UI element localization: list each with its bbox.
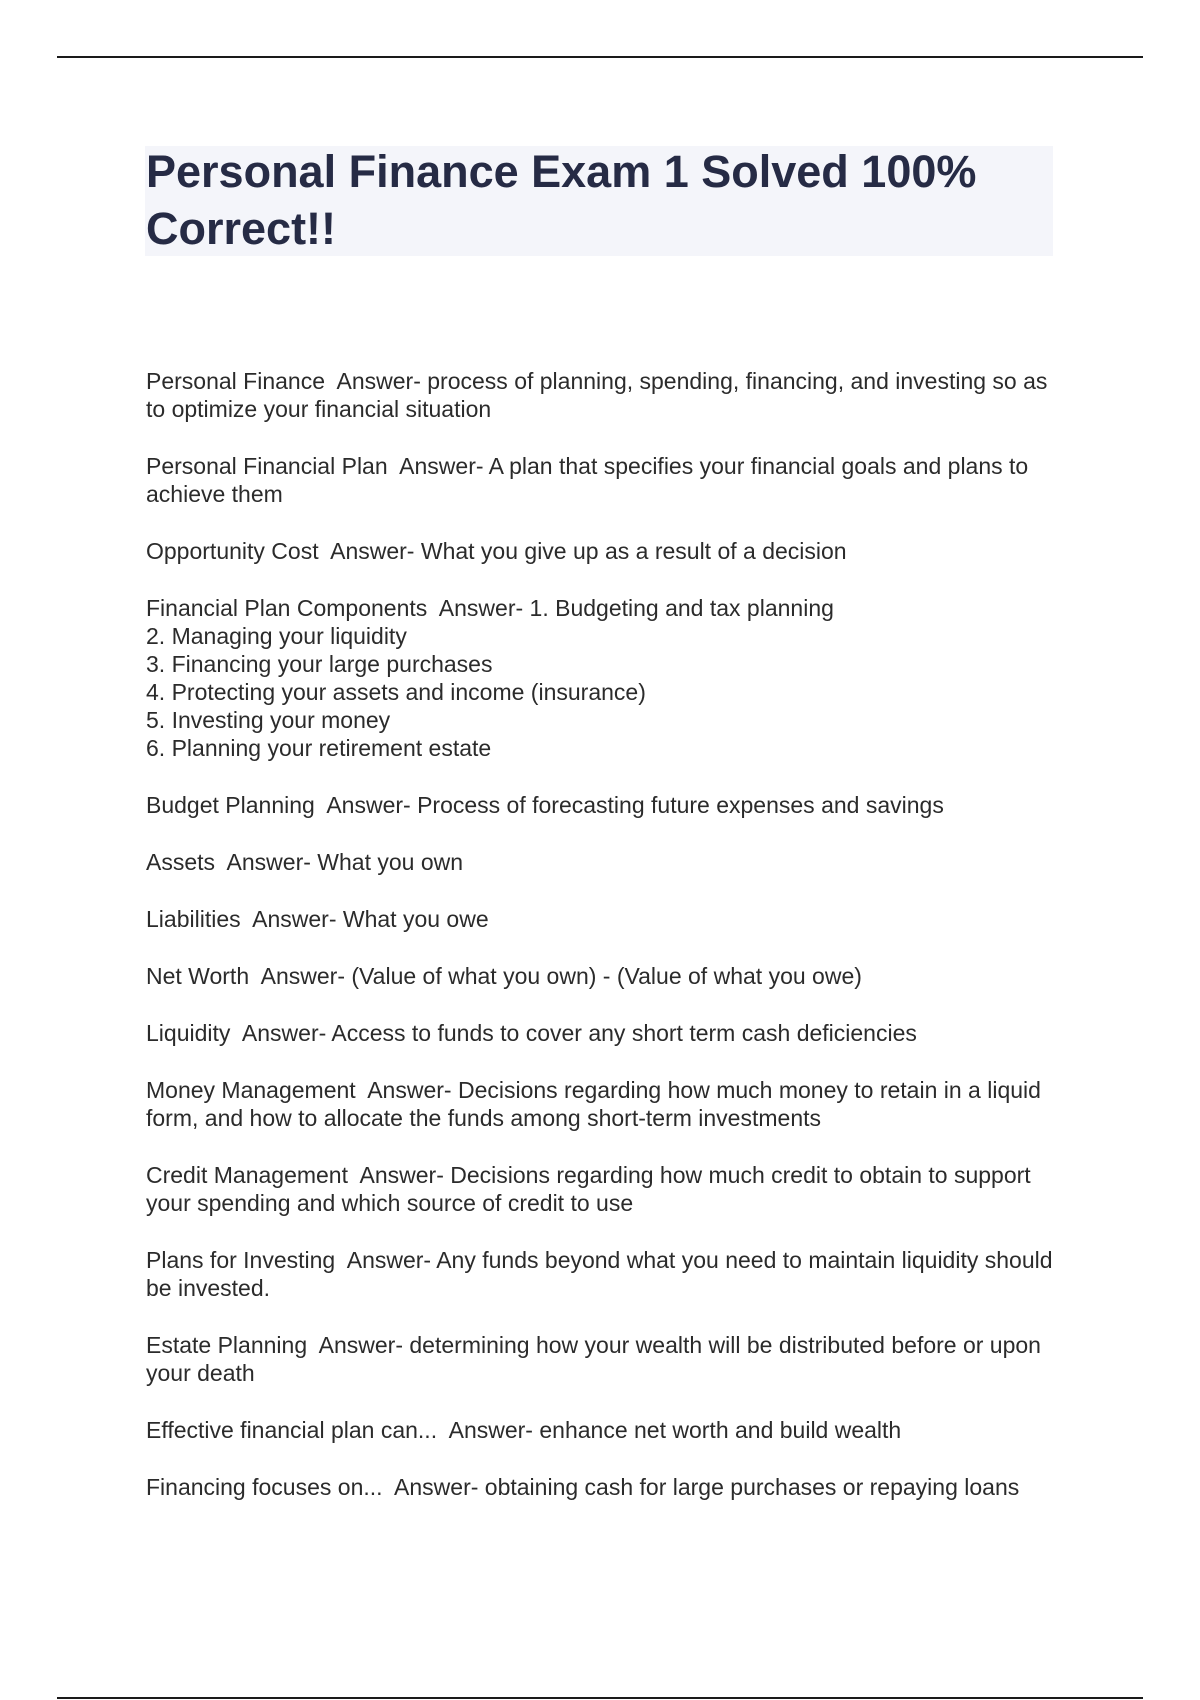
top-rule [57,56,1143,58]
answer-prefix: Answer- [318,1332,403,1358]
qa-item [146,905,1066,933]
answer-prefix: Answer- [394,1474,479,1500]
qa-list [146,367,1066,1530]
title-line-2: Correct!! [146,203,337,254]
qa-answer: Any funds beyond what you need to maintain liquidity should be invested. [146,1247,1053,1301]
component-line: 3. Financing your large purchases [146,651,493,677]
qa-item [146,1076,1066,1132]
answer-prefix: Answer- [438,595,524,621]
qa-term: Credit Management [146,1162,348,1188]
qa-answer: process of planning, spending, financing, and investing so as to optimize your financial situation [146,368,1048,422]
qa-answer: Decisions regarding how much money to retain in a liquid form, and how to allocate the funds among short-term investments [146,1077,1041,1131]
qa-answer: Process of forecasting future expenses and savings [417,792,944,818]
qa-item [146,1331,1066,1387]
answer-prefix: Answer- [326,792,411,818]
qa-item [146,791,1066,819]
qa-item [146,962,1066,990]
qa-term: Money Management [146,1077,356,1103]
qa-item [146,594,1066,762]
qa-answer: (Value of what you own) - (Value of what you owe) [351,963,862,989]
qa-item [146,1416,1066,1444]
qa-answer: What you give up as a result of a decision [420,538,847,564]
qa-item [146,537,1066,565]
answer-prefix: Answer- [346,1247,432,1273]
answer-prefix: Answer- [330,538,415,564]
component-line: 4. Protecting your assets and income (insurance) [146,679,646,705]
title-line-1: Personal Finance Exam 1 Solved 100% [146,146,977,197]
qa-term: Liabilities [146,906,241,932]
qa-item [146,1161,1066,1217]
answer-prefix: Answer- [448,1417,533,1443]
qa-answer: What you owe [342,906,489,932]
qa-answer: Decisions regarding how much credit to obtain to support your spending and which source of credit to use [146,1162,1031,1216]
qa-term: Financing focuses on... [146,1474,383,1500]
bottom-rule [57,1697,1143,1699]
qa-item [146,1473,1066,1501]
qa-term: Financial Plan Components [146,595,428,621]
qa-term: Budget Planning [146,792,315,818]
component-line: 6. Planning your retirement estate [146,735,492,761]
answer-prefix: Answer- [260,963,345,989]
qa-answer: Access to funds to cover any short term cash deficiencies [331,1020,917,1046]
qa-term: Personal Financial Plan [146,453,388,479]
answer-prefix: Answer- [241,1020,327,1046]
answer-prefix: Answer- [367,1077,452,1103]
qa-term: Plans for Investing [146,1247,336,1273]
answer-prefix: Answer- [336,368,421,394]
qa-item [146,367,1066,423]
qa-item [146,452,1066,508]
qa-item [146,848,1066,876]
qa-answer: What you own [317,849,464,875]
qa-answer: determining how your wealth will be distributed before or upon your death [146,1332,1041,1386]
qa-answer: A plan that specifies your financial goals and plans to achieve them [146,453,1029,507]
component-line: 2. Managing your liquidity [146,623,407,649]
qa-term: Personal Finance [146,368,325,394]
qa-term: Net Worth [146,963,250,989]
qa-answer: 1. Budgeting and tax planning [529,595,834,621]
qa-item [146,1019,1066,1047]
answer-prefix: Answer- [226,849,311,875]
qa-term: Opportunity Cost [146,538,319,564]
answer-prefix: Answer- [399,453,484,479]
qa-term: Assets [146,849,216,875]
qa-item [146,1246,1066,1302]
answer-prefix: Answer- [359,1162,444,1188]
qa-term: Effective financial plan can... [146,1417,438,1443]
qa-term: Estate Planning [146,1332,308,1358]
component-line: 5. Investing your money [146,707,391,733]
document-title [146,143,1046,257]
qa-answer: obtaining cash for large purchases or repaying loans [484,1474,1020,1500]
qa-term: Liquidity [146,1020,231,1046]
qa-answer: enhance net worth and build wealth [539,1417,902,1443]
answer-prefix: Answer- [252,906,337,932]
